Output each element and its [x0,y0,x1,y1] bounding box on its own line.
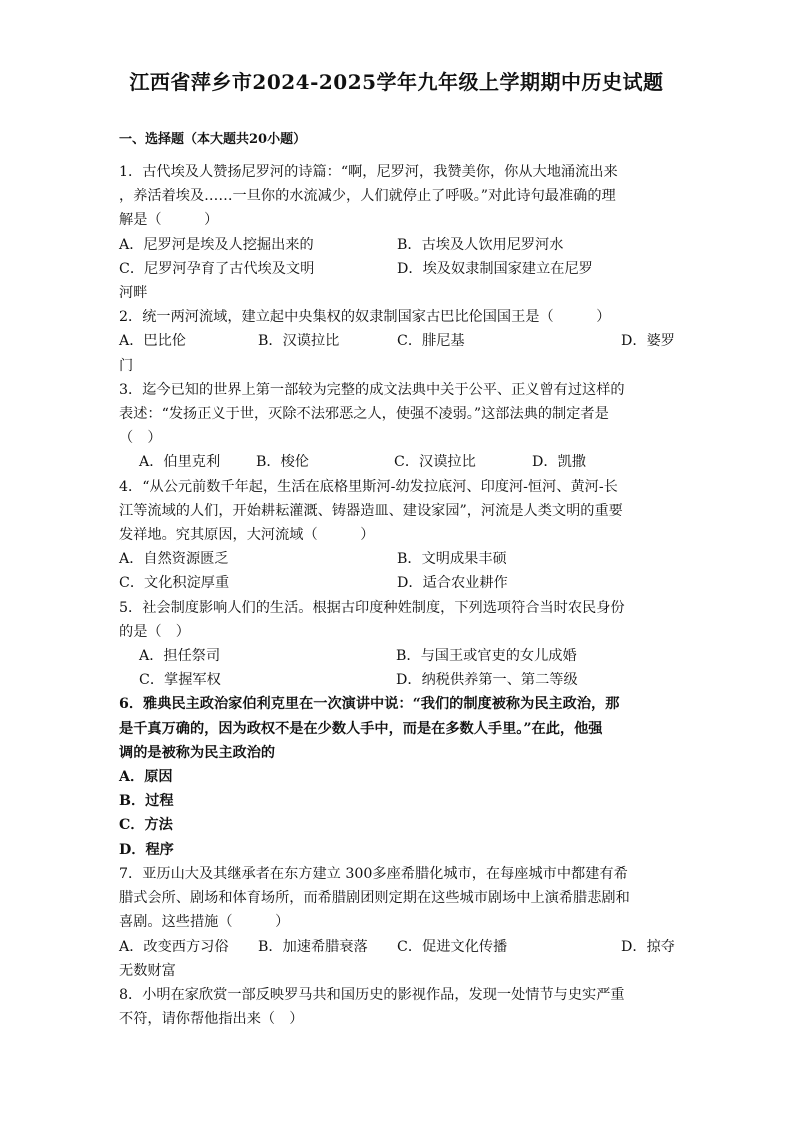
section-heading: 一、选择题（本大题共20小题） [119,132,307,147]
question-5-options-row-2 [119,668,675,692]
question-6-stem-line-2: 是千真万确的，因为政权不是在少数人手中，而是在多数人手里。”在此，他强 [119,720,603,737]
question-1-option-d-wrap: 河畔 [119,285,148,302]
question-7-stem-line-2: 腊式会所、剧场和体育场所，而希腊剧团则定期在这些城市剧场中上演希腊悲剧和 [119,890,630,907]
question-3-option-a: A．伯里克利 [139,454,221,471]
question-3-options-row [119,450,675,474]
question-5-option-b: B．与国王或官吏的女儿成婚 [396,648,577,665]
question-7-option-d: D．掠夺 [621,938,675,955]
question-1-stem-line-1: 1．古代埃及人赞扬尼罗河的诗篇：“啊，尼罗河，我赞美你，你从大地涌流出来 [119,164,618,180]
question-3-option-c: C．汉谟拉比 [394,454,476,471]
question-3 [119,378,675,475]
question-6-stem-line-1: 6．雅典民主政治家伯利克里在一次演讲中说：“我们的制度被称为民主政治，那 [119,696,620,713]
question-4-stem-line-3: 发祥地。究其原因，大河流域（ ） [119,527,375,544]
question-7-option-a: A．改变西方习俗 [119,938,229,955]
question-7-stem-line-1: 7．亚历山大及其继承者在东方建立 300多座希腊化城市，在每座城市中都建有希 [119,865,628,882]
question-3-stem-line-2: 表述：“发扬正义于世，灭除不法邪恶之人，使强不凌弱。”这部法典的制定者是 [119,406,609,423]
question-5-option-a: A．担任祭司 [139,648,221,665]
question-4-options-row-2 [119,571,675,595]
question-2-option-c: C．腓尼基 [397,333,465,350]
question-4-stem-line-1: 4．“从公元前数千年起，生活在底格里斯河-幼发拉底河、印度河-恒河、黄河-长 [119,478,618,495]
question-5-option-d: D．纳税供养第一、第二等级 [396,672,578,689]
question-4-option-a: A．自然资源匮乏 [119,551,229,568]
question-5 [119,596,675,693]
question-4 [119,475,675,596]
question-4-option-b: B．文明成果丰硕 [397,551,507,568]
exam-content [119,130,675,1031]
question-2-stem: 2．统一两河流域，建立起中央集权的奴隶制国家古巴比伦国国王是（ ） [119,309,611,326]
question-2 [119,305,675,378]
question-3-option-d: D．凯撒 [532,454,586,471]
question-2-option-d: D．婆罗 [621,333,675,350]
question-1 [119,160,675,305]
question-2-options-row [119,329,675,353]
question-1-option-c: C．尼罗河孕育了古代埃及文明 [119,260,315,277]
question-3-option-b: B．梭伦 [256,454,309,471]
question-8 [119,983,675,1031]
question-4-stem-line-2: 江等流域的人们，开始耕耘灌溉、铸器造皿、建设家园”，河流是人类文明的重要 [119,502,623,519]
question-7-options-row [119,935,675,959]
question-5-stem-line-1: 5．社会制度影响人们的生活。根据古印度种姓制度，下列选项符合当时农民身份 [119,599,625,616]
question-3-stem-line-3: （ ） [119,430,162,447]
question-2-option-a: A．巴比伦 [119,333,186,350]
question-1-stem-line-3: 解是（ ） [119,212,219,229]
question-4-options-row-1 [119,547,675,571]
question-7-stem-line-3: 喜剧。这些措施（ ） [119,914,290,931]
question-4-option-d: D．适合农业耕作 [397,575,508,592]
question-4-option-c: C．文化积淀厚重 [119,575,230,592]
question-6-option-d: D．程序 [119,841,174,858]
question-1-option-d: D．埃及奴隶制国家建立在尼罗 [397,260,593,277]
question-7-option-d-wrap: 无数财富 [119,962,176,979]
question-7-option-c: C．促进文化传播 [397,938,508,955]
question-7-option-b: B．加速希腊衰落 [258,938,368,955]
question-6-option-a: A．原因 [119,769,173,786]
question-6-stem-line-3: 调的是被称为民主政治的 [119,744,276,761]
exam-title: 江西省萍乡市2024-2025学年九年级上学期期中历史试题 [129,70,664,94]
question-6 [119,692,675,861]
question-1-stem-line-2: ，养活着埃及……一旦你的水流减少，人们就停止了呼吸。”对此诗句最准确的理 [119,188,616,205]
question-1-option-a: A．尼罗河是埃及人挖掘出来的 [119,236,314,253]
question-5-option-c: C．掌握军权 [139,672,221,689]
question-7 [119,862,675,983]
question-1-options-row-1 [119,233,675,257]
question-2-option-d-wrap: 门 [119,357,134,374]
question-1-options-row-2 [119,257,675,281]
question-6-option-b: B．过程 [119,793,174,810]
question-5-options-row-1 [119,644,675,668]
question-6-option-c: C．方法 [119,817,173,834]
question-8-stem-line-1: 8．小明在家欣赏一部反映罗马共和国历史的影视作品，发现一处情节与史实严重 [119,986,625,1003]
question-8-stem-line-2: 不符，请你帮他指出来（ ） [119,1011,304,1028]
question-5-stem-line-2: 的是（ ） [119,623,190,640]
question-2-option-b: B．汉谟拉比 [258,333,340,350]
question-1-option-b: B．古埃及人饮用尼罗河水 [397,236,564,253]
question-3-stem-line-1: 3．迄今已知的世界上第一部较为完整的成文法典中关于公平、正义曾有过这样的 [119,381,625,398]
